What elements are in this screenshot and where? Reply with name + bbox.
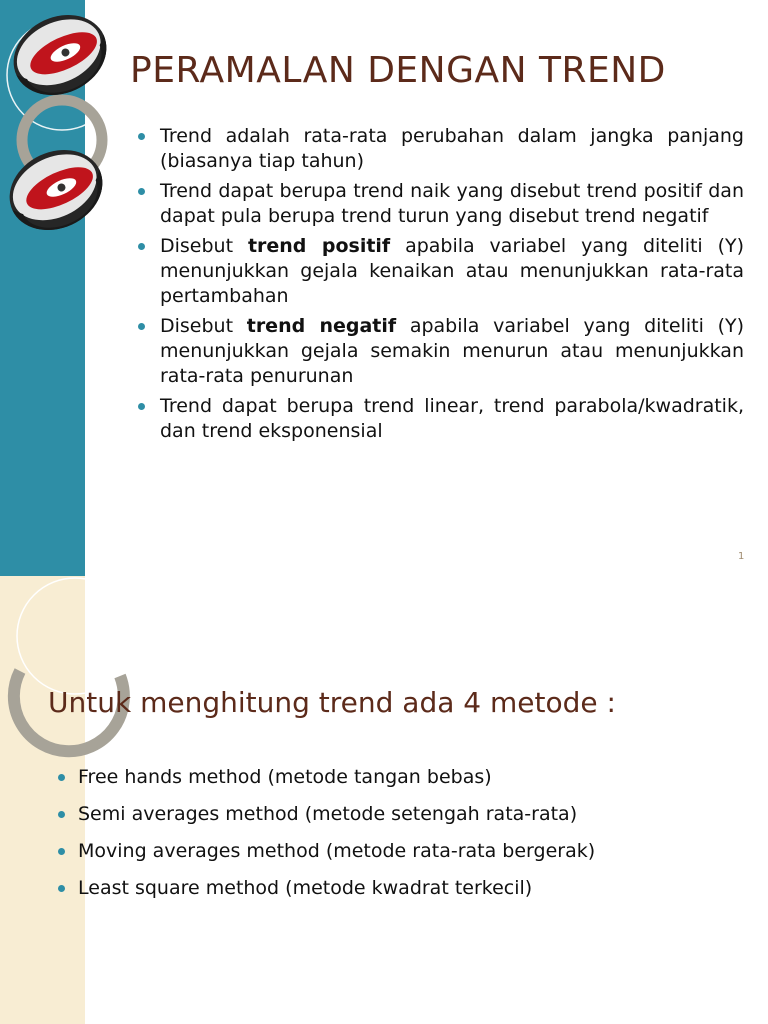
slide-2-bullet-list <box>58 764 748 912</box>
bullet-item: Trend dapat berupa trend linear, trend parabola/kwadratik, dan trend eksponensial <box>138 394 744 444</box>
method-item: Moving averages method (metode rata-rata bergerak) <box>58 838 748 864</box>
bold-term: trend positif <box>247 235 391 257</box>
bold-term: trend negatif <box>246 315 397 337</box>
bullet-item: Disebut trend positif apabila variabel yang diteliti (Y) menunjukkan gejala kenaikan atau menunjukkan rata-rata pertambahan <box>138 234 744 309</box>
bullet-dot-icon <box>138 188 145 195</box>
bullet-item: Trend dapat berupa trend naik yang disebut trend positif dan dapat pula berupa trend turun yang disebut trend negatif <box>138 179 744 229</box>
thin-arc-decoration <box>17 578 133 694</box>
bullet-dot-icon <box>138 243 145 250</box>
bullet-dot-icon <box>138 133 145 140</box>
bullet-dot-icon <box>138 403 145 410</box>
method-item: Free hands method (metode tangan bebas) <box>58 764 748 790</box>
bullet-dot-icon <box>58 848 65 855</box>
slide-2-title: Untuk menghitung trend ada 4 metode : <box>48 686 616 719</box>
eye-disc-icon <box>0 0 119 109</box>
slide-1-title: PERAMALAN DENGAN TREND <box>130 50 666 91</box>
method-item: Semi averages method (metode setengah rata-rata) <box>58 801 748 827</box>
bullet-dot-icon <box>58 811 65 818</box>
bullet-item: Trend adalah rata-rata perubahan dalam jangka panjang (biasanya tiap tahun) <box>138 124 744 174</box>
slide-1-bullet-list <box>138 124 744 449</box>
page-number: 1 <box>738 551 745 562</box>
bullet-dot-icon <box>58 774 65 781</box>
bullet-dot-icon <box>138 323 145 330</box>
slide-2 <box>0 576 768 1024</box>
slide-1-decoration <box>0 0 140 300</box>
bullet-item: Disebut trend negatif apabila variabel yang diteliti (Y) menunjukkan gejala semakin menurun atau menunjukkan rata-rata penurunan <box>138 314 744 389</box>
bullet-dot-icon <box>58 885 65 892</box>
method-item: Least square method (metode kwadrat terkecil) <box>58 875 748 901</box>
